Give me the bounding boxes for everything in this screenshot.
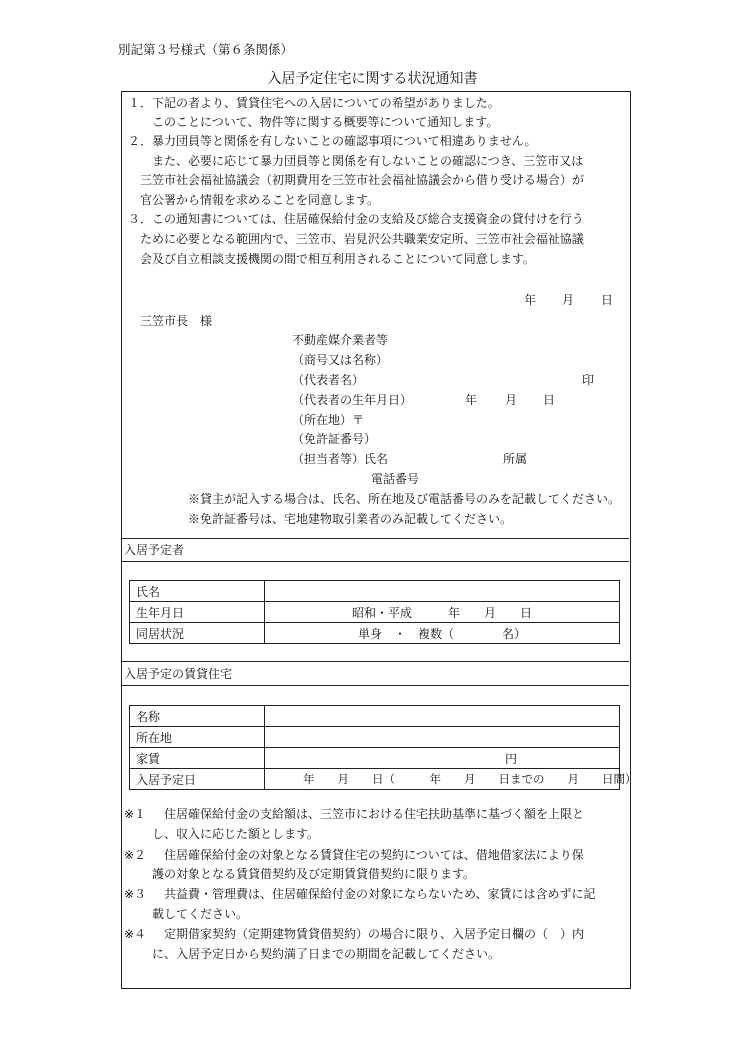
agent-address-field[interactable]: （所在地）〒 — [292, 413, 365, 427]
agent-representative-field[interactable]: （代表者名） — [292, 373, 365, 387]
housing-name-label: 名称 — [130, 706, 265, 727]
housing-address-input[interactable] — [265, 727, 620, 748]
footnote-text: 住居確保給付金の支給額は、三笠市における住宅扶助基準に基づく額を上限と — [164, 807, 585, 821]
tenant-birthdate-label: 生年月日 — [130, 602, 265, 623]
housing-section-heading: 入居予定の賃貸住宅 — [124, 667, 233, 681]
table-row — [130, 706, 620, 727]
agent-staff-field[interactable]: （担当者等）氏名 — [292, 452, 389, 466]
form-label: 別記第３号様式（第６条関係） — [118, 42, 294, 57]
table-row — [130, 581, 620, 602]
tenant-name-input[interactable] — [265, 581, 620, 602]
addressee: 三笠市長 様 — [140, 314, 213, 328]
housing-address-label: 所在地 — [130, 727, 265, 748]
document-title: 入居予定住宅に関する状況通知書 — [267, 71, 478, 87]
footnote-text: 載してください。 — [152, 907, 249, 921]
housing-table — [129, 705, 637, 790]
section-divider — [121, 685, 629, 686]
tenant-household-input[interactable]: 単身 ・ 複数（ 名） — [265, 623, 620, 644]
statement-line: 官公署から情報を求めることを同意します。 — [140, 193, 380, 207]
statement-line: 三笠市社会福祉協議会（初期費用を三笠市社会福祉協議会から借り受ける場合）が — [140, 173, 585, 187]
footnote-text: 護の対象となる賃貸借契約及び定期賃貸借契約に限ります。 — [152, 867, 476, 881]
move-in-date-label: 入居予定日 — [130, 769, 265, 790]
rep-birth-year: 年 — [465, 393, 478, 407]
date-year: 年 — [524, 293, 537, 307]
statement-line: ３．この通知書については、住居確保給付金の支給及び総合支援資金の貸付けを行う — [128, 212, 584, 226]
housing-rent-label: 家賃 — [130, 748, 265, 769]
footnote-text: 定期借家契約（定期建物賃貸借契約）の場合に限り、入居予定日欄の（ ）内 — [164, 927, 585, 941]
statement-line: ために必要となる範囲内で、三笠市、岩見沢公共職業安定所、三笠市社会福祉協議 — [140, 232, 584, 246]
tenant-birthdate-input[interactable]: 昭和・平成 年 月 日 — [265, 602, 620, 623]
footnote-mark: ※４ — [124, 927, 147, 941]
agent-trade-name-field[interactable]: （商号又は名称） — [292, 353, 389, 367]
table-row — [130, 602, 620, 623]
section-divider — [121, 538, 629, 539]
tenant-section-heading: 入居予定者 — [124, 543, 185, 557]
statement-line: 会及び自立相談支援機関の間で相互利用されることについて同意します。 — [140, 252, 535, 266]
agent-note: ※免許証番号は、宅地建物取引業者のみ記載してください。 — [188, 512, 513, 526]
rep-birth-month: 月 — [505, 393, 518, 407]
footnote-mark: ※２ — [124, 848, 147, 862]
agent-heading: 不動産媒介業者等 — [292, 333, 389, 347]
agent-note: ※貸主が記入する場合は、氏名、所在地及び電話番号のみを記載してください。 — [188, 492, 621, 506]
tenant-table — [129, 580, 620, 644]
footnote-mark: ※１ — [124, 807, 147, 821]
date-month: 月 — [562, 293, 575, 307]
statement-line: また、必要に応じて暴力団員等と関係を有しないことの確認につき、三笠市又は — [152, 154, 584, 168]
date-day: 日 — [601, 293, 614, 307]
section-divider — [121, 661, 629, 662]
housing-rent-input[interactable]: 円 — [265, 748, 620, 769]
agent-affiliation-field[interactable]: 所属 — [503, 452, 528, 466]
statement-line: このことについて、物件等に関する概要等について通知します。 — [152, 115, 499, 129]
footnote-mark: ※３ — [124, 887, 147, 901]
agent-license-field[interactable]: （免許証番号） — [292, 432, 377, 446]
agent-phone-field[interactable]: 電話番号 — [371, 472, 420, 486]
tenant-name-label: 氏名 — [130, 581, 265, 602]
table-row — [130, 748, 620, 769]
tenant-household-label: 同居状況 — [130, 623, 265, 644]
housing-name-input[interactable] — [265, 706, 620, 727]
table-row — [130, 769, 620, 790]
rep-birth-day: 日 — [543, 393, 556, 407]
table-row — [130, 727, 620, 748]
agent-rep-birthdate-field[interactable]: （代表者の生年月日） — [292, 393, 413, 407]
statement-line: １．下記の者より、賃貸住宅への入居についての希望がありました。 — [128, 96, 500, 110]
footnote-text: し、収入に応じた額とします。 — [152, 827, 320, 841]
footnote-text: 共益費・管理費は、住居確保給付金の対象にならないため、家賃には含めずに記 — [164, 887, 596, 901]
table-row — [130, 623, 620, 644]
move-in-date-input[interactable]: 年 月 日（ 年 月 日までの 月 日間） — [265, 769, 620, 790]
footnote-text: に、入居予定日から契約満了日までの期間を記載してください。 — [152, 947, 501, 961]
section-divider — [121, 561, 629, 562]
seal-mark: 印 — [582, 373, 595, 387]
footnote-text: 住居確保給付金の対象となる賃貸住宅の契約については、借地借家法により保 — [164, 848, 584, 862]
statement-line: ２．暴力団員等と関係を有しないことの確認事項について相違ありません。 — [128, 134, 537, 148]
